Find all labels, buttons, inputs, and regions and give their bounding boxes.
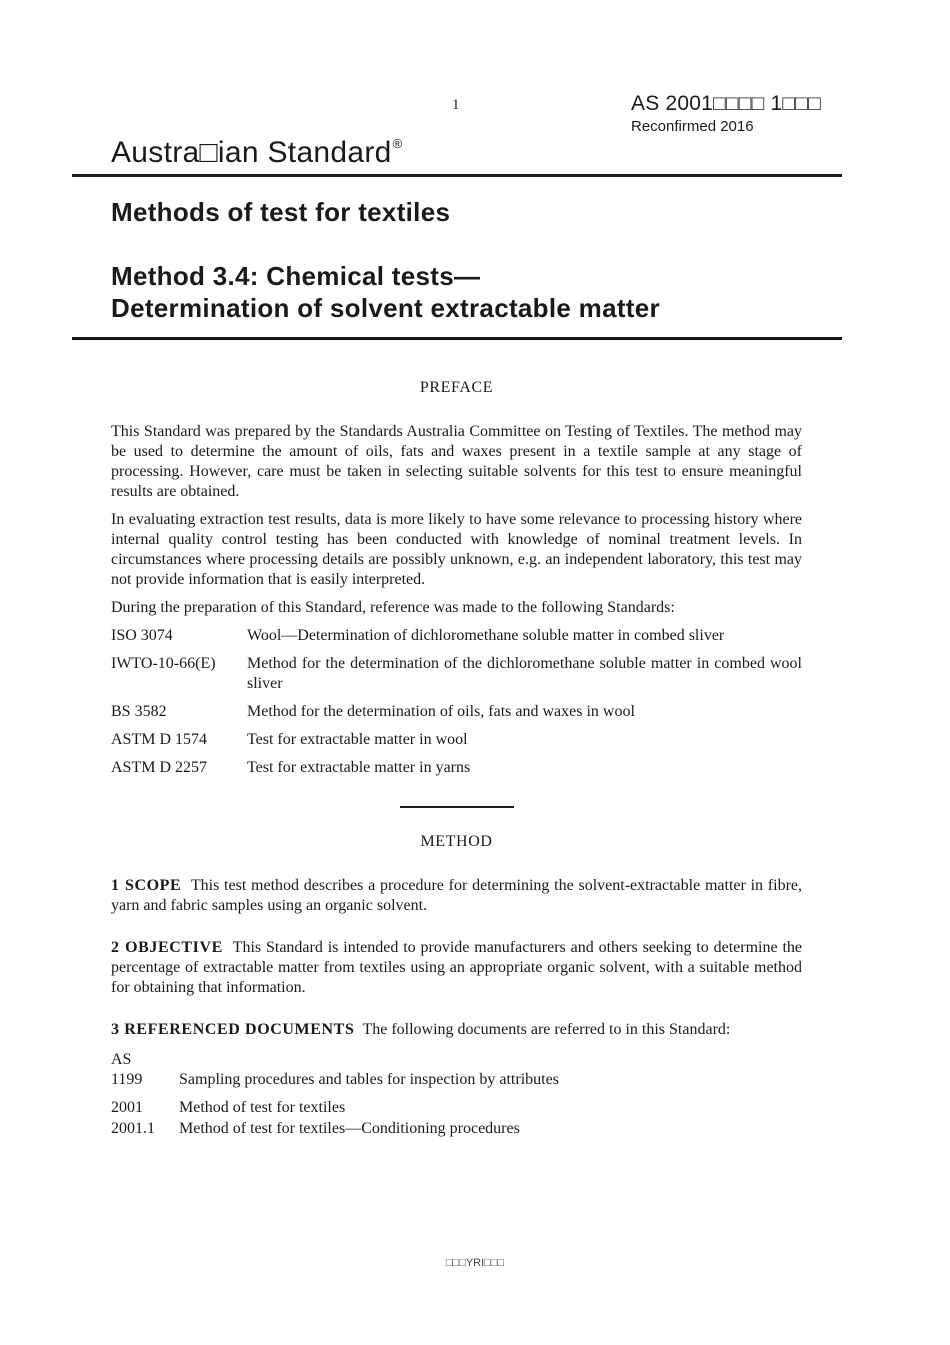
section-divider <box>400 806 514 808</box>
registered-mark: ® <box>392 136 403 151</box>
reference-code: ISO 3074 <box>111 627 173 644</box>
clause-scope <box>111 876 802 916</box>
document-title: Methods of test for textiles <box>111 197 451 227</box>
document-row <box>111 1070 802 1090</box>
reference-code: IWTO-10-66(E) <box>111 655 216 672</box>
preface-paragraph-1: This Standard was prepared by the Standards Australia Committee on Testing of Textiles. The method may be used to determine the amount of oils, fats and waxes present in a textile sample at any stage of processing. However, care must be taken in selecting suitable solvents for this test to ensure meaningful results are obtained. <box>111 423 802 500</box>
reference-code: ASTM D 1574 <box>111 731 208 748</box>
reference-code: BS 3582 <box>111 703 167 720</box>
method-title-line-1: Method 3.4: Chemical tests— <box>111 261 481 291</box>
document-row <box>111 1098 802 1118</box>
document-title: Method of test for textiles—Conditioning procedures <box>179 1120 520 1137</box>
method-title <box>111 260 660 324</box>
page-number: 1 <box>452 97 460 113</box>
reference-row <box>111 730 802 750</box>
standard-code: AS 2001□□□□ 1□□□ <box>631 92 822 115</box>
brand-text: Austra□ian Standard <box>111 136 392 169</box>
reference-title: Method for the determination of the dichloromethane soluble matter in combed wool sliver <box>247 655 802 692</box>
clause-text: This Standard is intended to provide manufacturers and others seeking to determine the percentage of extractable matter from textiles using an appropriate organic solvent, with a suitable method for obtaining that information. <box>111 939 802 996</box>
document-title: Sampling procedures and tables for inspection by attributes <box>179 1071 559 1088</box>
footer-text: □□□YRI□□□ <box>445 1257 505 1269</box>
reference-title: Wool—Determination of dichloromethane soluble matter in combed sliver <box>247 627 725 644</box>
document-title: Method of test for textiles <box>179 1099 346 1116</box>
preface-paragraph-3: During the preparation of this Standard, reference was made to the following Standards: <box>111 599 675 616</box>
reconfirmed-note: Reconfirmed 2016 <box>631 118 754 135</box>
document-row <box>111 1119 802 1139</box>
reference-title: Method for the determination of oils, fats and waxes in wool <box>247 703 635 720</box>
reference-row <box>111 702 802 722</box>
document-series-prefix: AS <box>111 1051 132 1068</box>
clause-text: The following documents are referred to in this Standard: <box>362 1021 731 1038</box>
clause-referenced-documents <box>111 1020 802 1040</box>
preface-heading: PREFACE <box>419 379 494 396</box>
reference-row <box>111 758 802 778</box>
document-number: 2001 <box>111 1099 143 1116</box>
clause-label: 3 REFERENCED DOCUMENTS <box>111 1021 355 1038</box>
reference-row <box>111 654 802 694</box>
method-heading: METHOD <box>420 833 493 850</box>
reference-row <box>111 626 802 646</box>
clause-objective <box>111 938 802 998</box>
body-content <box>111 378 802 1147</box>
clause-text: This test method describes a procedure for determining the solvent-extractable matter in fibre, yarn and fabric samples using an organic solvent. <box>111 877 803 914</box>
reference-title: Test for extractable matter in yarns <box>247 759 471 776</box>
reference-code: ASTM D 2257 <box>111 759 208 776</box>
reference-title: Test for extractable matter in wool <box>247 731 468 748</box>
clause-label: 2 OBJECTIVE <box>111 939 223 956</box>
document-number: 2001.1 <box>111 1120 155 1137</box>
preface-paragraph-2: In evaluating extraction test results, data is more likely to have some relevance to processing history where internal quality control testing has been conducted with knowledge of nominal treatment levels. In circumstances where processing details are possibly unknown, e.g. an independent laboratory, this test may not provide information that is easily interpreted. <box>111 511 802 588</box>
bottom-rule <box>72 337 842 340</box>
top-rule <box>72 174 842 177</box>
document-number: 1199 <box>111 1071 143 1088</box>
clause-label: 1 SCOPE <box>111 877 182 894</box>
brand-title <box>111 136 403 170</box>
method-title-line-2: Determination of solvent extractable matter <box>111 293 660 323</box>
